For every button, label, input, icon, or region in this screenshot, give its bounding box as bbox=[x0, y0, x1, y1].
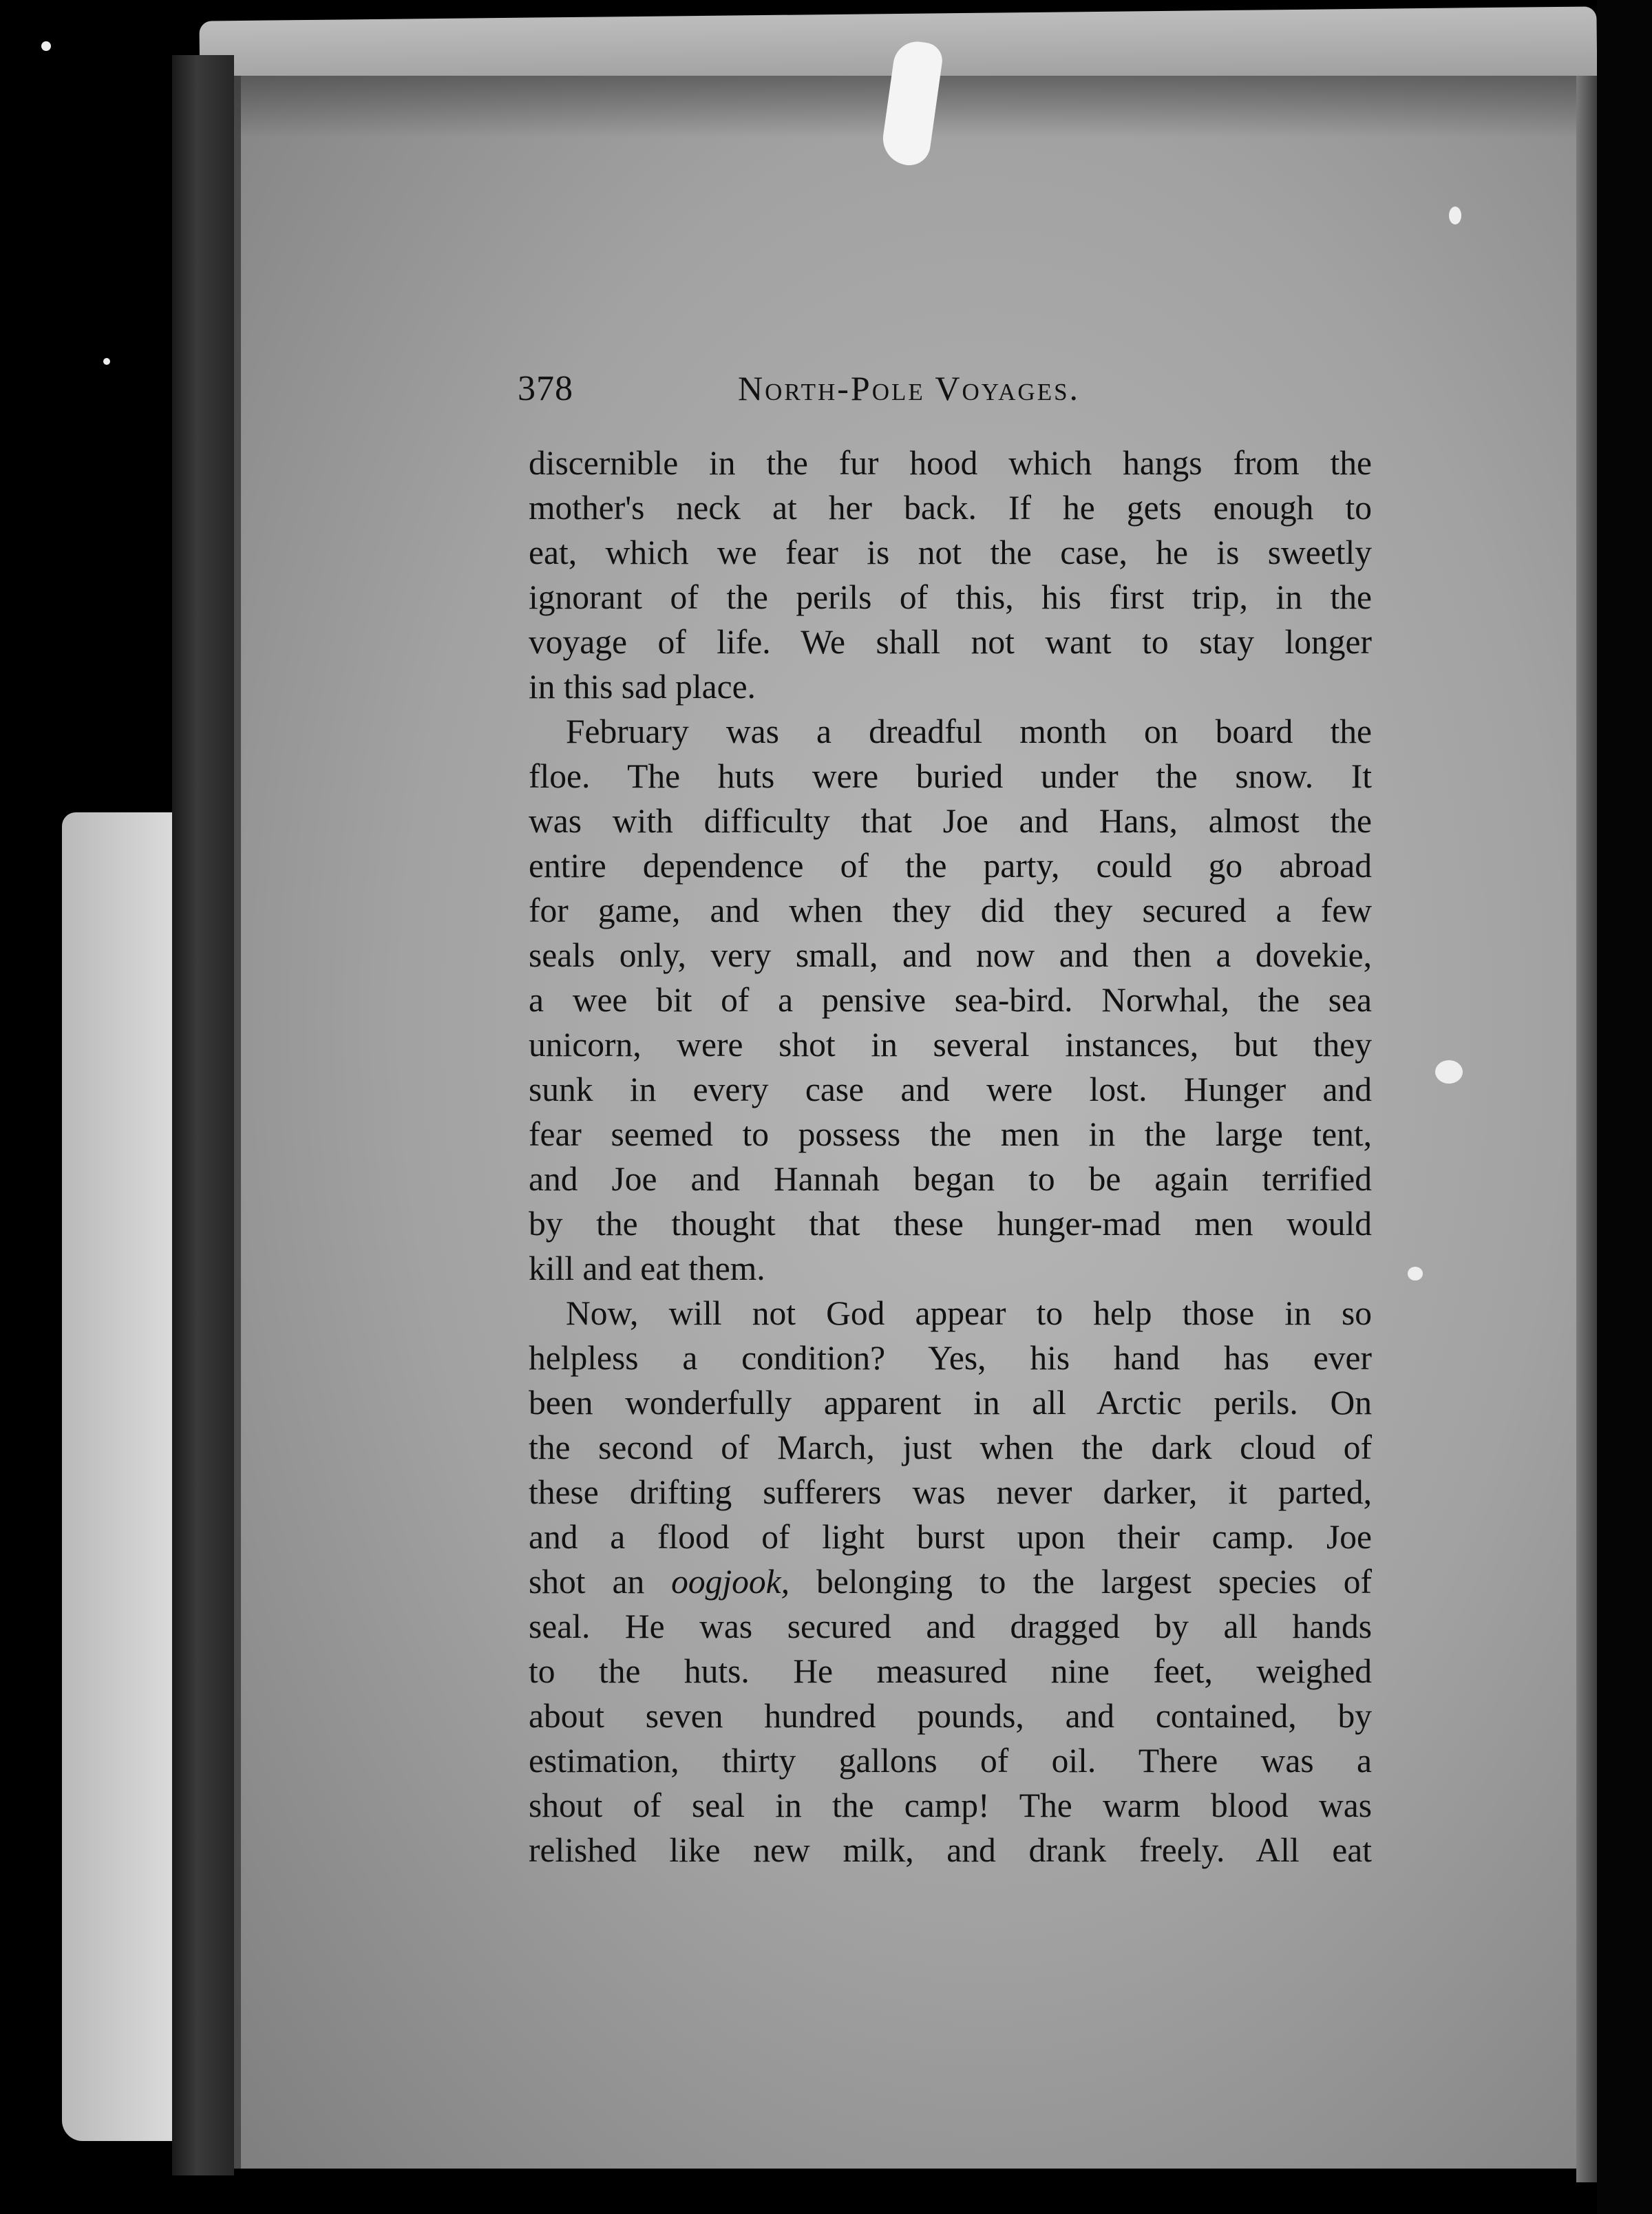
running-title: North-Pole Voyages. bbox=[738, 369, 1081, 408]
text-line: a wee bit of a pensive sea-bird. Norwhal, the sea bbox=[529, 981, 1372, 1019]
text-line: unicorn, were shot in several instances, but they bbox=[529, 1026, 1372, 1064]
text-line: floe. The huts were buried under the snow. It bbox=[529, 757, 1372, 795]
text-line: discernible in the fur hood which hangs from the bbox=[529, 444, 1372, 482]
text-line: been wonderfully apparent in all Arctic perils. On bbox=[529, 1384, 1372, 1422]
italic-term: oogjook, bbox=[671, 1563, 790, 1601]
text-line: seals only, very small, and now and then a dovekie, bbox=[529, 936, 1372, 974]
text-line: these drifting sufferers was never darker, it parted, bbox=[529, 1473, 1372, 1511]
text-line: and Joe and Hannah began to be again terrified bbox=[529, 1160, 1372, 1198]
text-line: eat, which we fear is not the case, he is sweetly bbox=[529, 534, 1372, 571]
text-line: mother's neck at her back. If he gets enough to bbox=[529, 489, 1372, 527]
text-line: estimation, thirty gallons of oil. There was a bbox=[529, 1742, 1372, 1780]
text-line: to the huts. He measured nine feet, weighed bbox=[529, 1652, 1372, 1690]
text-line: by the thought that these hunger-mad men would bbox=[529, 1205, 1372, 1243]
text-line: the second of March, just when the dark cloud of bbox=[529, 1428, 1372, 1466]
text-line: kill and eat them. bbox=[529, 1250, 765, 1287]
text-line: for game, and when they did they secured a few bbox=[529, 892, 1372, 929]
page-number: 378 bbox=[518, 369, 573, 408]
back-page-edge bbox=[62, 812, 176, 2141]
text-line: February was a dreadful month on board the bbox=[566, 713, 1372, 750]
paper-speck bbox=[1449, 207, 1461, 224]
paper-speck bbox=[1408, 1267, 1423, 1280]
page-header bbox=[518, 368, 1371, 423]
text-run: belonging to the largest species of bbox=[790, 1563, 1372, 1601]
paper-speck bbox=[103, 358, 110, 365]
text-line bbox=[529, 1559, 1372, 1604]
paper-speck bbox=[1435, 1060, 1463, 1084]
text-line: relished like new milk, and drank freely. All eat bbox=[529, 1831, 1372, 1869]
text-line: in this sad place. bbox=[529, 668, 756, 706]
book-binding bbox=[1597, 0, 1652, 2214]
text-run: shot an bbox=[529, 1563, 672, 1601]
text-line: and a flood of light burst upon their camp. Joe bbox=[529, 1518, 1372, 1556]
text-line: was with difficulty that Joe and Hans, almost the bbox=[529, 802, 1372, 840]
text-line: about seven hundred pounds, and contained, by bbox=[529, 1697, 1372, 1735]
text-line: ignorant of the perils of this, his first trip, in the bbox=[529, 578, 1372, 616]
paper-speck bbox=[41, 41, 51, 51]
text-line: Now, will not God appear to help those in so bbox=[566, 1294, 1372, 1332]
body-text bbox=[529, 441, 1372, 1873]
text-line: fear seemed to possess the men in the large tent, bbox=[529, 1115, 1372, 1153]
text-line: shout of seal in the camp! The warm blood was bbox=[529, 1786, 1372, 1824]
book-block-edge bbox=[172, 55, 234, 2175]
text-line: seal. He was secured and dragged by all hands bbox=[529, 1607, 1372, 1645]
text-line: voyage of life. We shall not want to stay longer bbox=[529, 623, 1372, 661]
text-line: sunk in every case and were lost. Hunger and bbox=[529, 1071, 1372, 1108]
text-line: entire dependence of the party, could go abroad bbox=[529, 847, 1372, 885]
text-line: helpless a condition? Yes, his hand has ever bbox=[529, 1339, 1372, 1377]
